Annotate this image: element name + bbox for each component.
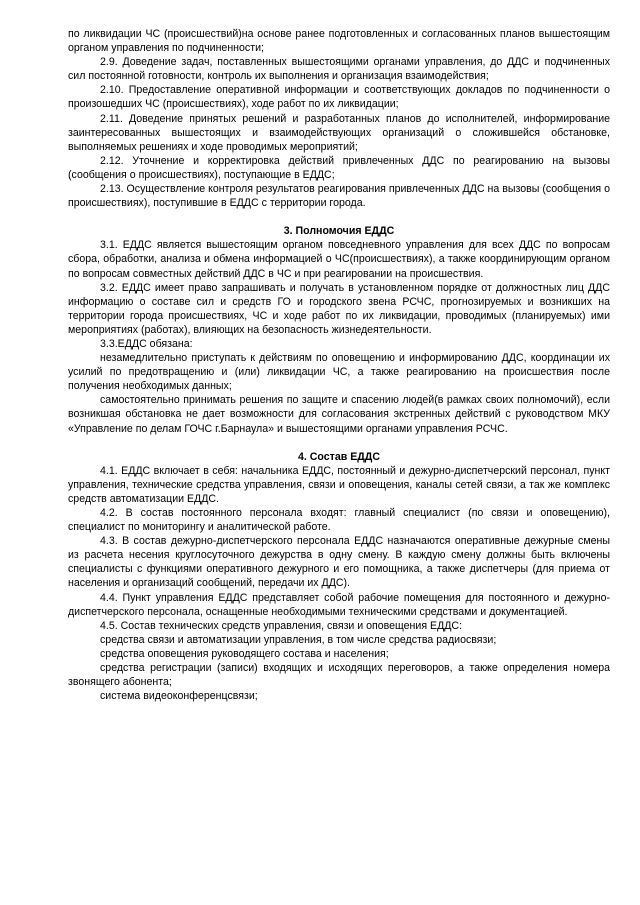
paragraph: 3.2. ЕДДС имеет право запрашивать и получать в установленном порядке от должностных лиц ДДС информацию о составе сил и средств ГО и городского звена РСЧС, прогнозируемых и возникших на территории города происшествиях, ЧС и ходе работ по их ликвидации, проводимых (планируемых) ими мероприятиях (работах), влияющих на безопасность жизнедеятельности. [68,281,610,336]
section-heading: 3. Полномочия ЕДДС [283,225,395,238]
paragraph: 2.11. Доведение принятых решений и разработанных планов до исполнителей, информирование заинтересованных вышестоящих и взаимодействующих организаций о сложившейся обстановке, выполняемых решениях и ходе проводимых мероприятий; [68,112,610,153]
paragraph: 4.5. Состав технических средств управления, связи и оповещения ЕДДС: [100,619,463,632]
paragraph: 4.2. В состав постоянного персонала входят: главный специалист (по связи и оповещению), специалист по мониторингу и аналитической работе. [68,507,610,534]
paragraph: средства связи и автоматизации управления, в том числе средства радиосвязи; [100,633,497,646]
paragraph: 3.3.ЕДДС обязана: [100,337,193,350]
paragraph: 4.4. Пункт управления ЕДДС представляет собой рабочие помещения для постоянного и дежурно-диспетчерского персонала, оснащенные необходимыми техническими средствами и документацией. [68,591,610,618]
paragraph: по ликвидации ЧС (происшествий)на основе ранее подготовленных и согласованных планов вышестоящим органом управления по подчиненности; [68,28,610,55]
paragraph: 4.1. ЕДДС включает в себя: начальника ЕДДС, постоянный и дежурно-диспетчерский персонал, пункт управления, технические средства управления, связи и оповещения, каналы сетей связи, а так же комплекс средств автоматизации ЕДДС. [68,464,610,505]
paragraph: 4.3. В состав дежурно-диспетчерского персонала ЕДДС назначаются оперативные дежурные смены из расчета несения круглосуточного дежурства в одну смену. В каждую смену должны быть включены специалисты с функциями оперативного дежурного и его помощника, а также диспетчеры (для приема от населения и организаций сообщений, передачи их ДДС). [68,535,610,590]
paragraph: незамедлительно приступать к действиям по оповещению и информированию ДДС, координации их усилий по предотвращению и (или) ликвидации ЧС, а также реагированию на происшествия после получения необходимых данных; [68,352,610,393]
paragraph: самостоятельно принимать решения по защите и спасению людей(в рамках своих полномочий), если возникшая обстановка не дает возможности для согласования экстренных действий с руководством МКУ «Управление по делам ГОЧС г.Барнаула» и вышестоящими органами управления РСЧС. [68,394,610,435]
paragraph: система видеоконференцсвязи; [100,690,258,703]
spacer [68,436,610,450]
paragraph: средства оповещения руководящего состава и населения; [100,647,389,660]
paragraph: средства регистрации (записи) входящих и исходящих переговоров, а также определения номера звонящего абонента; [68,662,610,689]
spacer [68,210,610,224]
paragraph: 3.1. ЕДДС является вышестоящим органом повседневного управления для всех ДДС по вопросам сбора, обработки, анализа и обмена информацией о ЧС(происшествиях), а также координирующим органом по вопросам совместных действий ДДС в ЧС и при реагировании на происшествия. [68,239,610,280]
paragraph: 2.9. Доведение задач, поставленных вышестоящими органами управления, до ДДС и подчиненных сил постоянной готовности, контроль их выполнения и организация взаимодействия; [68,56,610,83]
paragraph: 2.12. Уточнение и корректировка действий привлеченных ДДС по реагированию на вызовы (сообщения о происшествиях), поступающие в ЕДДС; [68,154,610,181]
paragraph: 2.10. Предоставление оперативной информации и соответствующих докладов по подчиненности о произошедших ЧС (происшествиях), ходе работ по их ликвидации; [68,84,610,111]
section-heading: 4. Состав ЕДДС [298,450,380,463]
paragraph: 2.13. Осуществление контроля результатов реагирования привлеченных ДДС на вызовы (сообщения о происшествиях), поступившие в ЕДДС с территории города. [68,183,610,210]
